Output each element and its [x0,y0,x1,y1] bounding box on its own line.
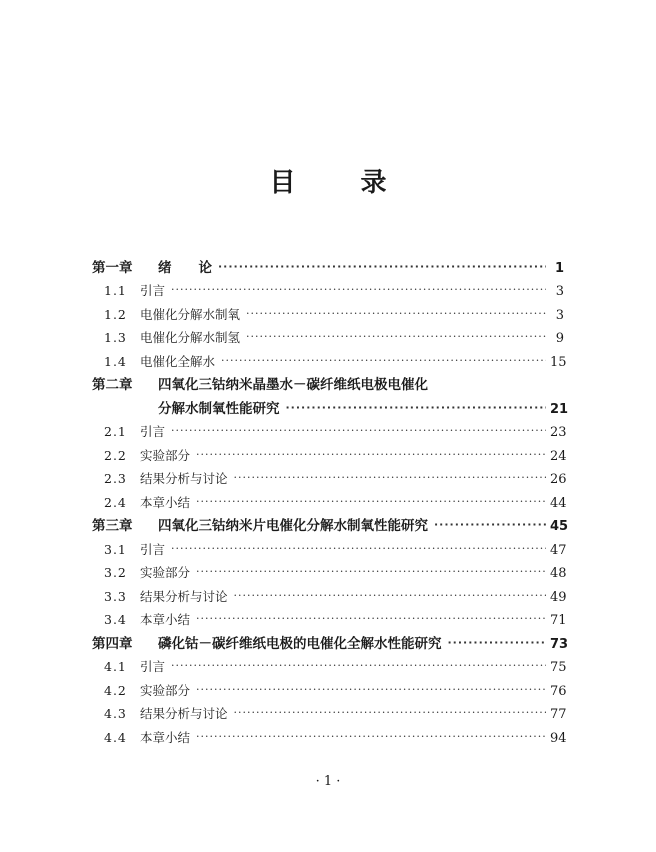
toc-section-entry[interactable] [92,346,567,370]
toc-entry-label [92,587,228,605]
toc-chapter-entry[interactable] [92,252,564,276]
toc-entry-number: 3.4 [104,612,127,627]
toc-section-entry[interactable] [92,299,564,323]
toc-entry-label [92,563,190,581]
toc-entry-number: 第三章 [92,518,133,534]
toc-entry-title: 结果分析与讨论 [140,706,228,721]
toc-leader-dots [246,328,546,346]
toc-section-entry[interactable] [92,558,567,582]
toc-section-entry[interactable] [92,605,567,629]
toc-section-entry[interactable] [92,440,567,464]
toc-page-number: 44 [550,495,567,511]
toc-entry-label [92,397,280,417]
toc-entry-title: 磷化钴－碳纤维纸电极的电催化全解水性能研究 [158,635,442,652]
toc-entry-label [92,373,428,393]
toc-leader-dots [171,657,546,675]
toc-entry-label [92,657,165,675]
toc-entry-number: 第四章 [92,635,133,652]
toc-entry-number: 1.3 [104,330,127,345]
toc-page-number: 9 [555,331,564,346]
table-of-contents [92,252,569,746]
toc-entry-label [92,704,228,722]
toc-section-entry[interactable] [92,722,567,746]
toc-entry-title: 分解水制氧性能研究 [158,400,280,417]
toc-section-entry[interactable] [92,417,567,441]
toc-entry-label [92,681,190,699]
toc-leader-dots [196,493,546,511]
toc-entry-label [92,305,240,323]
toc-entry-title: 结果分析与讨论 [140,588,228,604]
toc-leader-dots [286,399,547,417]
toc-leader-dots [221,352,546,370]
toc-entry-number: 2.4 [104,494,127,510]
toc-page-number: 3 [555,307,564,323]
toc-entry-title: 引言 [140,541,166,557]
toc-leader-dots [196,610,546,628]
toc-section-entry[interactable] [92,487,567,511]
toc-page-number: 77 [550,707,567,722]
toc-section-entry[interactable] [92,534,567,558]
toc-page-number: 15 [550,354,567,370]
toc-entry-label [92,514,428,534]
toc-entry-label [92,632,442,652]
toc-entry-title: 本章小结 [140,729,191,745]
toc-leader-dots [448,634,547,652]
toc-chapter-entry[interactable] [92,628,569,652]
toc-entry-label [92,256,212,276]
toc-entry-number: 4.1 [104,659,127,674]
toc-leader-dots [196,728,546,746]
toc-entry-label [92,610,190,628]
toc-page-number: 23 [550,425,567,440]
toc-page-number: 48 [550,566,567,581]
page-title: 目 录 [269,168,415,198]
toc-leader-dots [234,704,546,722]
toc-chapter-entry[interactable] [92,370,564,394]
toc-section-entry[interactable] [92,699,567,723]
toc-entry-label [92,493,190,511]
toc-section-entry[interactable] [92,675,567,699]
toc-page-number: 94 [550,730,567,746]
toc-leader-dots [218,258,546,276]
toc-entry-title: 四氧化三钴纳米片电催化分解水制氧性能研究 [158,518,428,534]
toc-section-entry[interactable] [92,581,567,605]
toc-leader-dots [171,540,546,558]
toc-entry-title: 结果分析与讨论 [140,471,228,486]
toc-entry-label [92,281,165,299]
toc-entry-title: 本章小结 [140,494,191,510]
toc-section-entry[interactable] [92,464,567,488]
toc-entry-number: 2.1 [104,424,127,439]
toc-page-number: 45 [550,519,569,534]
toc-entry-number: 3.2 [104,565,127,580]
toc-entry-number: 4.3 [104,706,127,721]
toc-page-number: 73 [550,636,569,652]
toc-entry-number: 1.4 [104,353,127,369]
toc-page-number: 24 [550,448,567,464]
toc-leader-dots [196,446,546,464]
toc-leader-dots [196,681,546,699]
toc-leader-dots [171,281,546,299]
toc-leader-dots [196,563,546,581]
toc-entry-number: 4.4 [104,729,127,745]
toc-entry-title: 实验部分 [140,447,191,463]
toc-entry-number: 3.1 [104,541,127,557]
page-number: · 1 · [315,774,341,789]
toc-entry-label [92,469,228,487]
toc-entry-number: 第一章 [92,259,133,276]
toc-chapter-entry[interactable] [92,393,569,417]
toc-entry-number: 2.3 [104,471,127,486]
toc-entry-title: 绪 论 [158,259,212,276]
toc-entry-title: 引言 [140,424,166,439]
toc-entry-number: 3.3 [104,588,127,604]
toc-leader-dots [234,469,546,487]
toc-page-number: 47 [550,542,567,558]
toc-entry-title: 实验部分 [140,565,191,580]
toc-entry-label [92,728,190,746]
toc-section-entry[interactable] [92,652,567,676]
toc-entry-number: 2.2 [104,447,127,463]
toc-entry-title: 电催化分解水制氧 [140,306,241,322]
toc-entry-title: 引言 [140,283,166,298]
toc-page-number: 3 [555,284,564,299]
toc-page-number: 1 [554,260,564,276]
toc-entry-title: 实验部分 [140,682,191,698]
toc-entry-label [92,422,165,440]
toc-entry-title: 电催化全解水 [140,353,216,369]
toc-chapter-entry[interactable] [92,511,569,535]
toc-entry-number: 4.2 [104,682,127,698]
toc-entry-number: 第二章 [92,377,133,393]
toc-entry-number: 1.1 [104,283,127,298]
toc-leader-dots [234,587,546,605]
toc-section-entry[interactable] [92,323,564,347]
toc-page-number: 76 [550,683,567,699]
toc-page-number: 26 [550,472,567,487]
toc-page-number: 75 [550,660,567,675]
toc-entry-title: 引言 [140,659,166,674]
toc-entry-number: 1.2 [104,306,127,322]
toc-page-number: 21 [550,401,569,417]
toc-entry-title: 电催化分解水制氢 [140,330,241,345]
toc-entry-title: 本章小结 [140,612,191,627]
toc-entry-label [92,352,215,370]
toc-leader-dots [171,422,546,440]
toc-page-number: 71 [550,613,567,628]
toc-page-number: 49 [550,589,567,605]
toc-entry-label [92,446,190,464]
toc-leader-dots [246,305,546,323]
toc-entry-label [92,328,240,346]
toc-section-entry[interactable] [92,276,564,300]
toc-entry-label [92,540,165,558]
toc-entry-title: 四氧化三钴纳米晶墨水－碳纤维纸电极电催化 [158,377,428,393]
toc-leader-dots [434,516,546,534]
